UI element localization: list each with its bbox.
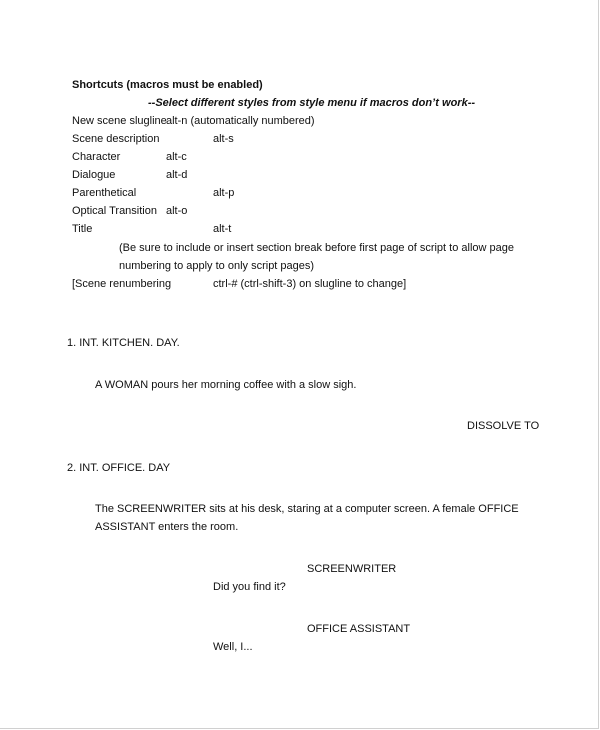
shortcuts-note: --Select different styles from style menu if macros don’t work-- [148,97,476,109]
dialogue-line-office-assistant: Well, I... [213,641,253,653]
shortcut-key-parenthetical: alt-p [213,187,235,199]
shortcut-key-scene-description: alt-s [213,133,234,145]
shortcut-key-optical-transition: alt-o [166,205,188,217]
shortcut-key-dialogue: alt-d [166,169,188,181]
renumber-label: [Scene renumbering [72,278,172,290]
scene1-transition: DISSOLVE TO [467,420,540,432]
shortcut-label-title: Title [72,223,93,235]
shortcut-label-new-scene: New scene slugline [72,115,167,127]
dialogue-character-office-assistant: OFFICE ASSISTANT [307,623,411,635]
shortcut-label-scene-description: Scene description [72,133,160,145]
scene2-action-line2: ASSISTANT enters the room. [95,521,239,533]
scene1-action: A WOMAN pours her morning coffee with a slow sigh. [95,379,357,391]
scene2-action-line1: The SCREENWRITER sits at his desk, staring at a computer screen. A female OFFICE [95,503,519,515]
section-break-note-line1: (Be sure to include or insert section break before first page of script to allow page [119,242,514,254]
shortcut-label-parenthetical: Parenthetical [72,187,137,199]
shortcut-key-new-scene: alt-n (automatically numbered) [166,115,315,127]
scene2-slugline: 2. INT. OFFICE. DAY [67,462,171,474]
shortcuts-heading: Shortcuts (macros must be enabled) [72,79,263,91]
section-break-note-line2: numbering to apply to only script pages) [119,260,315,272]
scene1-slugline: 1. INT. KITCHEN. DAY. [67,337,180,349]
shortcut-label-dialogue: Dialogue [72,169,116,181]
dialogue-character-screenwriter: SCREENWRITER [307,563,397,575]
shortcut-key-title: alt-t [213,223,232,235]
shortcut-label-character: Character [72,151,121,163]
shortcut-key-character: alt-c [166,151,187,163]
dialogue-line-screenwriter: Did you find it? [213,581,286,593]
renumber-key: ctrl-# (ctrl-shift-3) on slugline to change] [213,278,407,290]
shortcut-label-optical-transition: Optical Transition [72,205,157,217]
